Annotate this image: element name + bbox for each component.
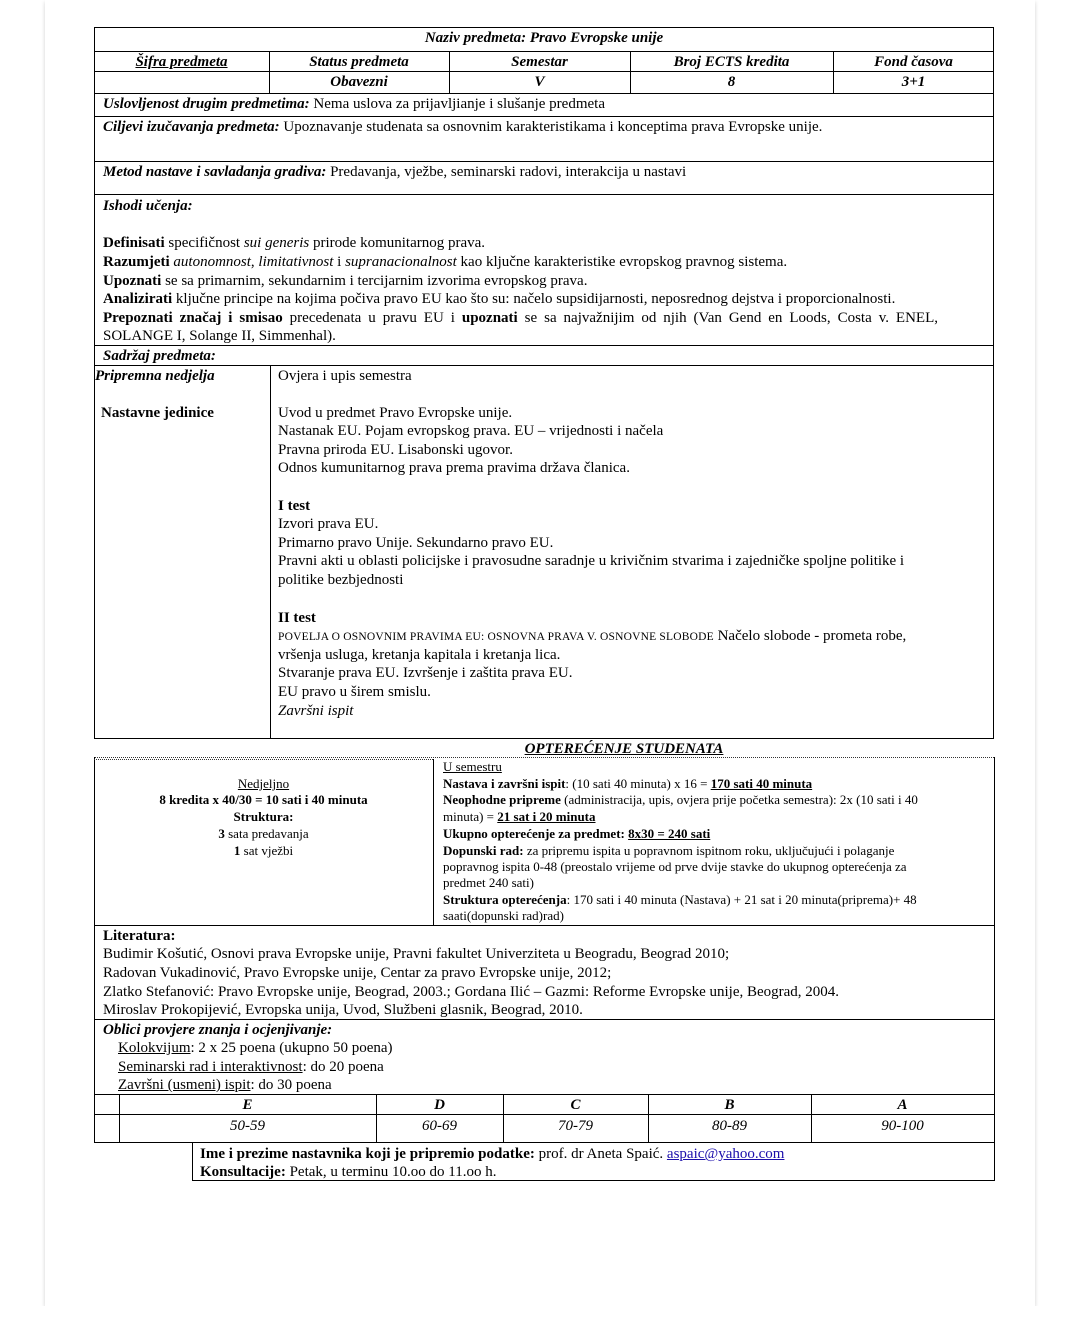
method-label: Metod nastave i savladanja gradiva:: [103, 164, 327, 180]
teacher-email-link[interactable]: aspaic@yahoo.com: [666, 1146, 785, 1162]
val-status: Obavezni: [330, 74, 388, 90]
semester-row-3: Ukupno opterećenje za predmet: 8x30 = 240 sati: [443, 826, 711, 841]
test-1-label: I test: [278, 498, 311, 514]
literature-item: Radovan Vukadinović, Pravo Evropske unije, Centar za pravo Evropske unije, 2012;: [103, 965, 612, 981]
semester-row-4: Dopunski rad: za pripremu ispita u popravnom ispitnom roku, uključujući i polaganje: [443, 843, 895, 858]
units-label: Nastavne jedinice: [101, 405, 214, 421]
unit-line: Nastanak EU. Pojam evropskog prava. EU – vrijednosti i načela: [278, 423, 664, 439]
final-exam-line: Završni ispit: [278, 703, 354, 719]
literature-item: Zlatko Stefanović: Pravo Evropske unije, Beograd, 2003.; Gordana Ilić – Gazmi: Reforme Evropske unije, Beograd, 2004.: [103, 984, 840, 1000]
grade-range: 60-69: [422, 1118, 457, 1134]
col-ects: Broj ECTS kredita: [673, 54, 790, 70]
lectures-line: 3 sata predavanja: [218, 826, 309, 841]
method-row: [103, 163, 686, 181]
prep-week-label: Pripremna nedjelja: [95, 368, 215, 384]
literature-item: Miroslav Prokopijević, Evropska unija, Uvod, Službeni glasnik, Beograd, 2010.: [103, 1002, 583, 1018]
grade-letter: B: [724, 1097, 735, 1113]
grade-letter: C: [570, 1097, 581, 1113]
unit-line: Pravni akti u oblasti policijske i pravosudne saradnje u krivičnim stvarima i zajedničke spoljne politike i: [278, 553, 905, 569]
teacher-line: Ime i prezime nastavnika koji je pripremio podatke: prof. dr Aneta Spaić. aspaic@yahoo.com: [200, 1146, 785, 1162]
prerequisites-text: Nema uslova za prijavljianje i slušanje predmeta: [309, 96, 605, 112]
goals-label: Ciljevi izučavanja predmeta:: [103, 119, 280, 135]
grade-range: 50-59: [230, 1118, 265, 1134]
goals-text: Upoznavanje studenata sa osnovnim karakteristikama i konceptima prava Evropske unije.: [279, 119, 823, 135]
method-text: Predavanja, vježbe, seminarski radovi, interakcija u nastavi: [326, 164, 687, 180]
col-status: Status predmeta: [309, 54, 409, 70]
semester-row-2b: minuta) = 21 sat i 20 minuta: [443, 809, 596, 824]
weekly-label: Nedjeljno: [237, 776, 290, 791]
structure-label: Struktura:: [233, 809, 294, 824]
grade-range: 70-79: [558, 1118, 593, 1134]
outcomes-label: Ishodi učenja:: [103, 198, 193, 214]
unit-line: Uvod u predmet Pravo Evropske unije.: [278, 405, 513, 421]
semester-row-5b: saati(dopunski rad)rad): [443, 908, 564, 923]
col-semester: Semestar: [511, 54, 568, 70]
charter-line: POVELJA O OSNOVNIM PRAVIMA EU: OSNOVNA PRAVA V. OSNOVNE SLOBODE Načelo slobode - prometa robe,: [278, 628, 907, 644]
grade-letter: D: [434, 1097, 445, 1113]
outcome-1: Definisati specifičnost sui generis prirode komunitarnog prava.: [103, 235, 486, 251]
test-2-label: II test: [278, 610, 316, 626]
goals-row: [103, 118, 822, 136]
course-title: Naziv predmeta: Pravo Evropske unije: [424, 30, 664, 46]
literature-label: Literatura:: [103, 928, 176, 944]
assessment-item: Seminarski rad i interaktivnost: do 20 poena: [118, 1059, 384, 1075]
assessment-item: Završni (usmeni) ispit: do 30 poena: [118, 1077, 332, 1093]
val-semester: V: [534, 74, 545, 90]
unit-line: EU pravo u širem smislu.: [278, 684, 431, 700]
outcome-3: Upoznati se sa primarnim, sekundarnim i tercijarnim izvorima evropskog prava.: [103, 273, 588, 289]
weekly-calc: 8 kredita x 40/30 = 10 sati i 40 minuta: [159, 792, 368, 807]
prerequisites-label: Uslovljenost drugim predmetima:: [103, 96, 310, 112]
semester-row-4b: popravnog ispita 0-48 (preostalo vrijeme od prve dvije stavke do ukupnog opterećenja za: [443, 859, 907, 874]
outcome-4: Analizirati ključne principe na kojima počiva pravo EU kao što su: načelo supsidijarnosti, neposrednog dejstva i proporcionalnosti.: [103, 291, 896, 307]
col-code: Šifra predmeta: [135, 54, 228, 70]
assessment-item: Kolokvijum: 2 x 25 poena (ukupno 50 poena): [118, 1040, 393, 1056]
literature-item: Budimir Košutić, Osnovi prava Evropske unije, Pravni fakultet Univerziteta u Beogradu, Beograd 2010;: [103, 946, 730, 962]
outcome-5: Prepoznati značaj i smisao precedenata u pravu EU i upoznati se sa najvažnijim od njih (Van Gend en Loods, Costa v. ENEL,: [103, 310, 938, 326]
semester-row-2: Neophodne pripreme (administracija, upis, ovjera prije početka semestra): 2x (10 sati i 40: [443, 792, 918, 807]
unit-line: Stvaranje prava EU. Izvršenje i zaštita prava EU.: [278, 665, 573, 681]
semester-row-1: Nastava i završni ispit: (10 sati 40 minuta) x 16 = 170 sati 40 minuta: [443, 776, 813, 791]
unit-line: vršenja usluga, kretanja kapitala i kretanja lica.: [278, 647, 561, 663]
prep-week-text: Ovjera i upis semestra: [278, 368, 412, 384]
unit-line: Pravna priroda EU. Lisabonski ugovor.: [278, 442, 513, 458]
unit-line: Odnos kumunitarnog prava prema pravima država članica.: [278, 460, 630, 476]
grade-range: 80-89: [712, 1118, 747, 1134]
assessment-label: Oblici provjere znanja i ocjenjivanje:: [103, 1022, 333, 1038]
col-hours: Fond časova: [874, 54, 953, 70]
semester-row-4c: predmet 240 sati): [443, 875, 534, 890]
exercises-line: 1 sat vježbi: [233, 843, 294, 858]
grade-letter: E: [242, 1097, 253, 1113]
unit-line: Izvori prava EU.: [278, 516, 379, 532]
grade-letter: A: [897, 1097, 908, 1113]
viewer-bottom-bar: [0, 1306, 1080, 1337]
outcome-6: SOLANGE I, Solange II, Simmenhal).: [103, 328, 336, 344]
unit-line: politike bezbjednosti: [278, 572, 404, 588]
content-label: Sadržaj predmeta:: [103, 348, 216, 364]
workload-title: OPTEREĆENJE STUDENATA: [524, 741, 724, 757]
unit-line: Primarno pravo Unije. Sekundarno pravo EU.: [278, 535, 554, 551]
semester-row-5: Struktura opterećenja: 170 sati i 40 minuta (Nastava) + 21 sat i 20 minuta(priprema)+ 48: [443, 892, 917, 907]
grade-range: 90-100: [881, 1118, 924, 1134]
val-ects: 8: [727, 74, 736, 90]
semester-label: U semestru: [443, 759, 502, 774]
outcome-2: Razumjeti autonomnost, limitativnost i supranacionalnost kao ključne karakteristike evropskog pravnog sistema.: [103, 254, 788, 270]
consultation-line: Konsultacije: Petak, u terminu 10.oo do 11.oo h.: [200, 1164, 497, 1180]
val-hours: 3+1: [901, 74, 926, 90]
prerequisites-row: [103, 95, 605, 113]
